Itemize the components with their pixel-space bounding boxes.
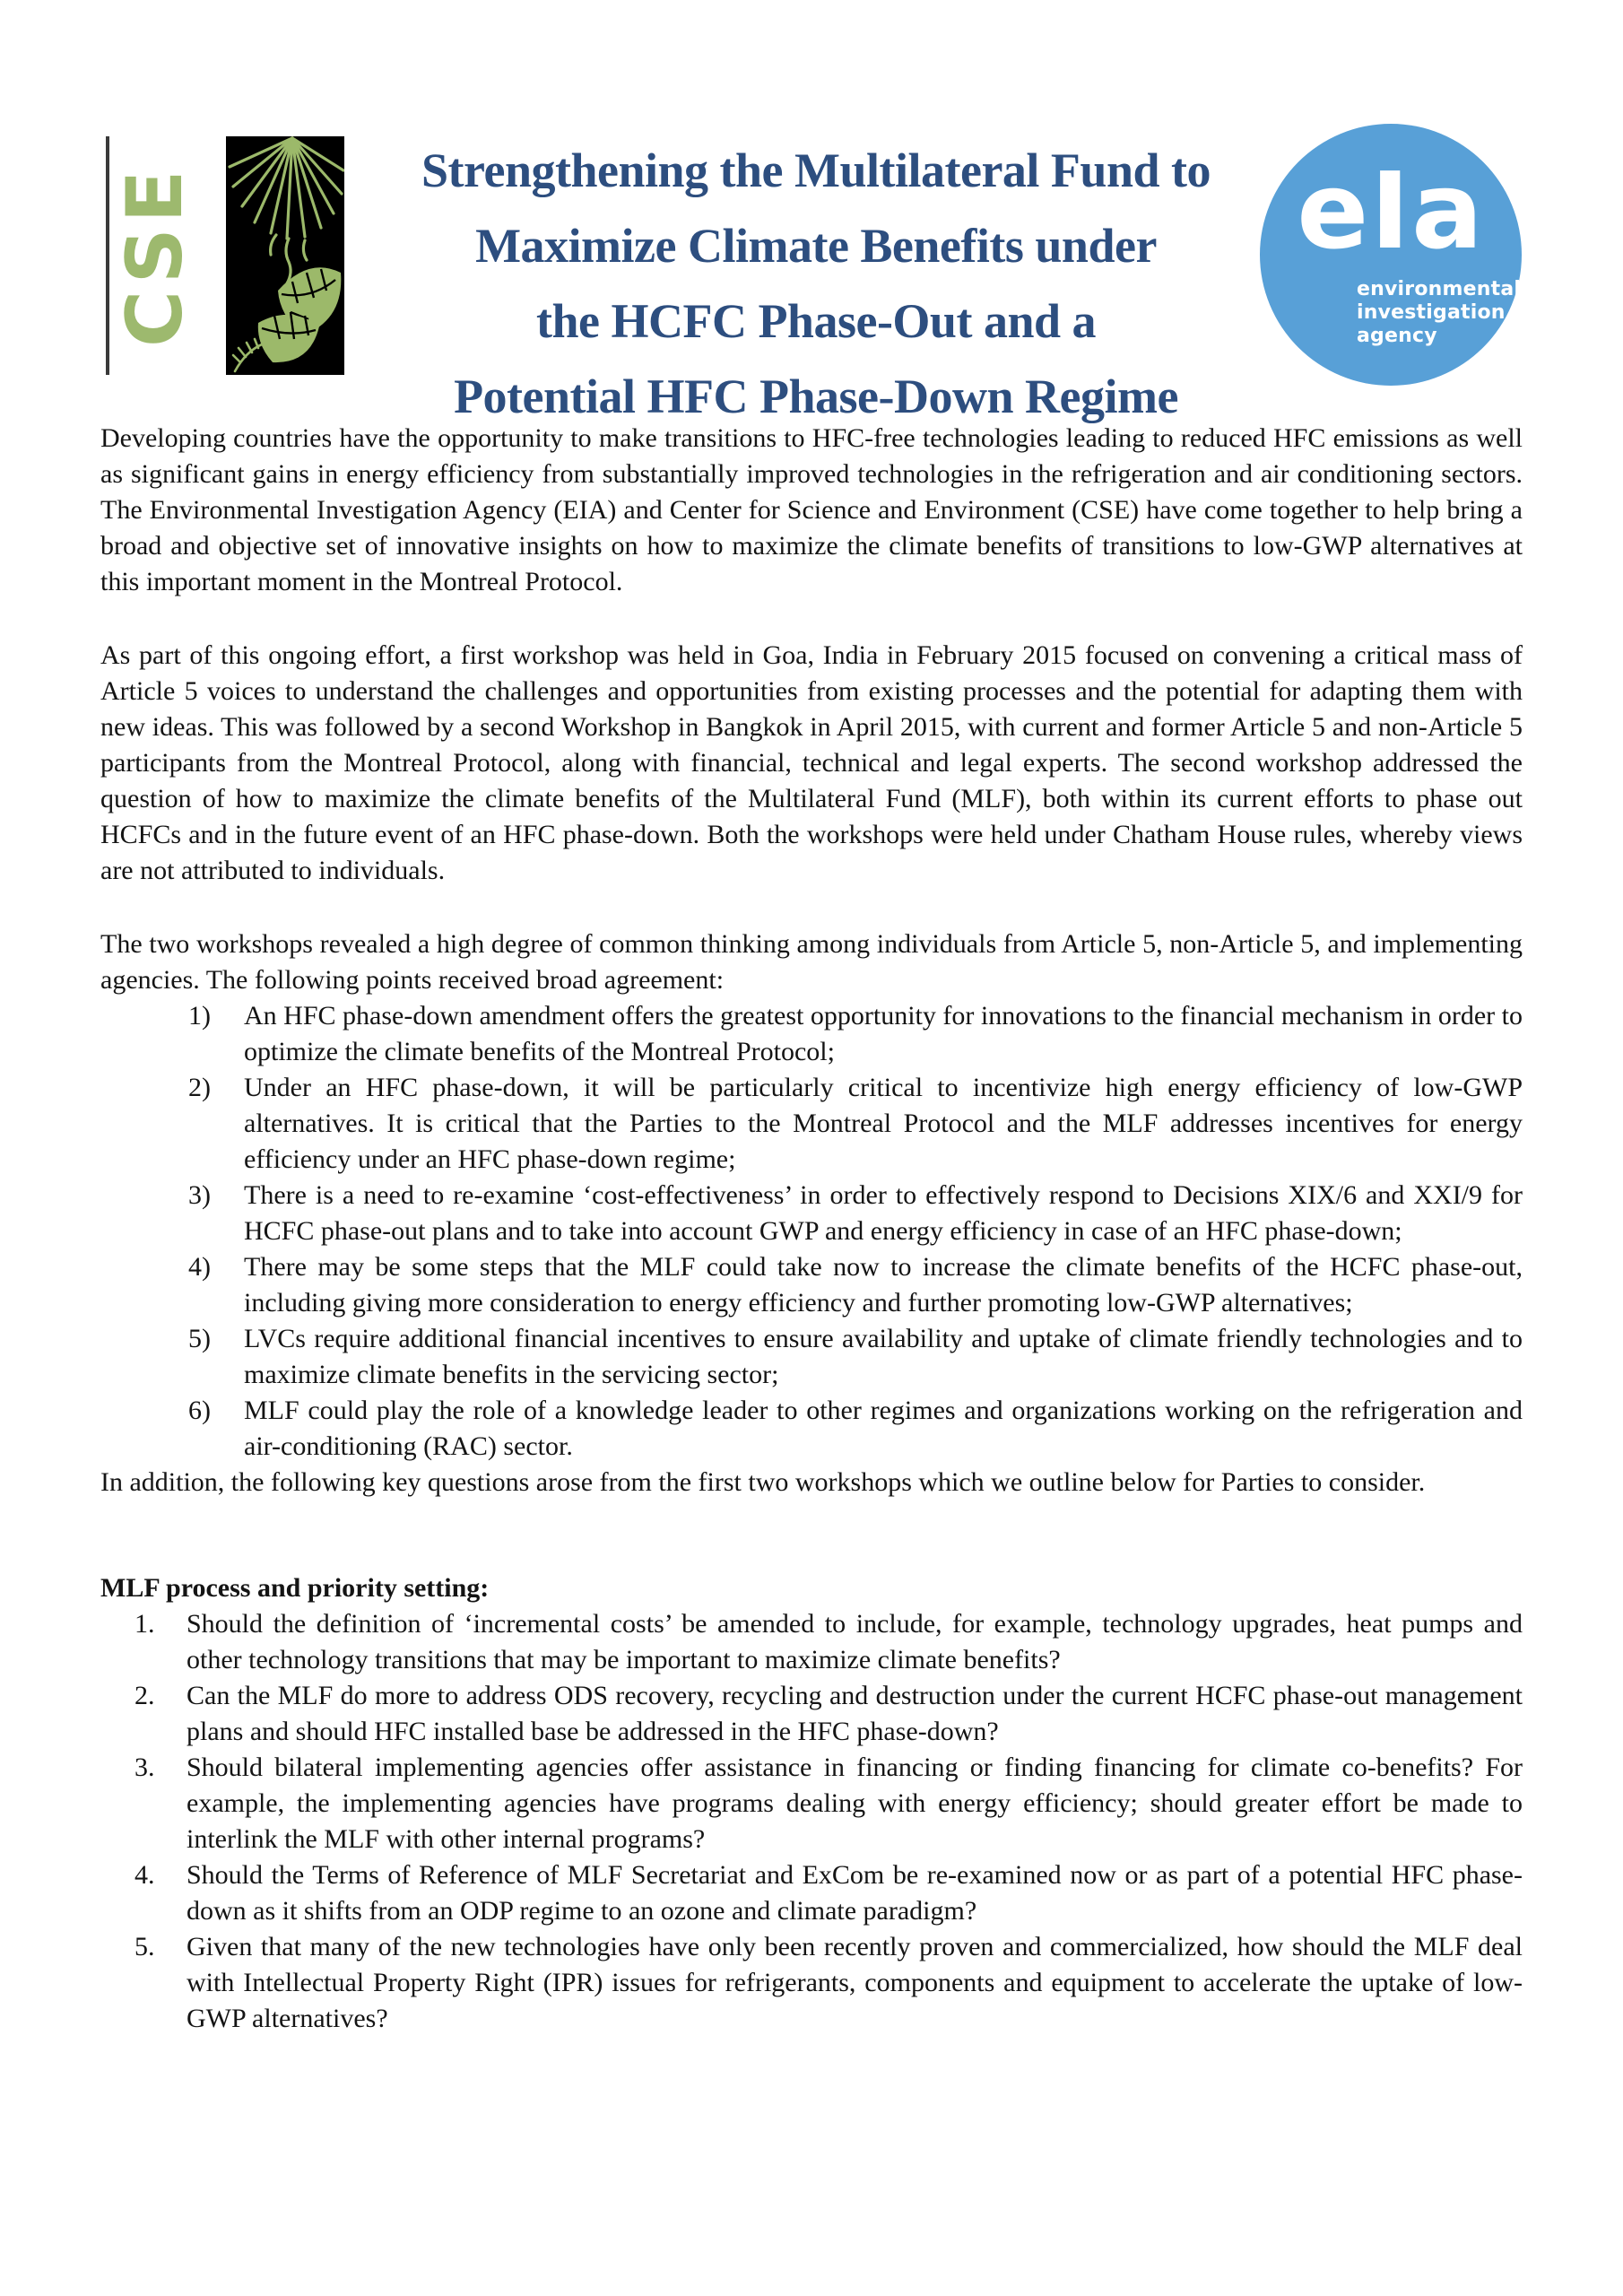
title-line-3: the HCFC Phase-Out and a [535, 294, 1097, 348]
paragraph-agreement-intro: The two workshops revealed a high degree of common thinking among individuals from Article 5, non-Article 5, and implementing agencies. The following points received broad agreement: [100, 929, 1523, 995]
list-item [135, 1857, 1523, 1929]
list-marker: 1) [188, 1001, 211, 1031]
section-heading-mlf: MLF process and priority setting: [100, 1573, 490, 1603]
list-marker: 5) [188, 1324, 211, 1353]
cse-logo-letters: CSE [110, 164, 200, 347]
cse-leaf-art [226, 136, 344, 375]
list-item-text: MLF could play the role of a knowledge leader to other regimes and organizations working on the refrigeration and air-conditioning (RAC) sector. [244, 1396, 1523, 1461]
list-item [135, 1606, 1523, 1678]
list-item-text: Given that many of the new technologies have only been recently proven and commercialized, how should the MLF deal with Intellectual Property Right (IPR) issues for refrigerants, components and equipment to accelerate the uptake of low-GWP alternatives? [187, 1932, 1523, 2033]
list-item [188, 1321, 1523, 1393]
list-item-text: There may be some steps that the MLF could take now to increase the climate benefits of the HCFC phase-out, including giving more consideration to energy efficiency and further promoting low-GWP alternatives; [244, 1252, 1523, 1318]
list-item-text: LVCs require additional financial incentives to ensure availability and uptake of climate friendly technologies and to maximize climate benefits in the servicing sector; [244, 1324, 1523, 1389]
title-line-2: Maximize Climate Benefits under [475, 219, 1157, 273]
list-marker: 4) [188, 1252, 211, 1282]
list-item [135, 1929, 1523, 2037]
list-item [188, 1393, 1523, 1465]
list-item [188, 1178, 1523, 1249]
list-item-text: An HFC phase-down amendment offers the greatest opportunity for innovations to the financial mechanism in order to optimize the climate benefits of the Montreal Protocol; [244, 1001, 1523, 1066]
list-item-text: Can the MLF do more to address ODS recovery, recycling and destruction under the current HCFC phase-out management plans and should HFC installed base be addressed in the HFC phase-down? [187, 1681, 1523, 1746]
cse-logo [106, 136, 368, 375]
agreement-list [100, 998, 1523, 1465]
eia-logo-letters: eIa [1297, 149, 1485, 273]
list-item [188, 998, 1523, 1070]
list-marker: 4. [135, 1860, 155, 1890]
paragraph-workshops: As part of this ongoing effort, a first workshop was held in Goa, India in February 2015 focused on convening a critical mass of Article 5 voices to understand the challenges and opportunities from existing processes and the potential for adapting them with new ideas. This was followed by a second Workshop in Bangkok in April 2015, with current and former Article 5 and non-Article 5 participants from the Montreal Protocol, along with financial, technical and legal experts. The second workshop addressed the question of how to maximize the climate benefits of the Multilateral Fund (MLF), both within its current efforts to phase out HCFCs and in the future event of an HFC phase-down. Both the workshops were held under Chatham House rules, whereby views are not attributed to individuals. [100, 640, 1523, 885]
eia-tagline-line-3: agency [1357, 325, 1437, 347]
document-title [386, 133, 1246, 434]
list-item-text: Under an HFC phase-down, it will be particularly critical to incentivize high energy efficiency of low-GWP alternatives. It is critical that the Parties to the Montreal Protocol and the MLF addresses incentives for energy efficiency under an HFC phase-down regime; [244, 1073, 1523, 1174]
list-marker: 5. [135, 1932, 155, 1961]
list-item-text: There is a need to re-examine ‘cost-effectiveness’ in order to effectively respond to Decisions XIX/6 and XXI/9 for HCFC phase-out plans and to take into account GWP and energy efficiency in case of an HFC phase-down; [244, 1180, 1523, 1246]
list-marker: 6) [188, 1396, 211, 1425]
title-line-1: Strengthening the Multilateral Fund to [421, 144, 1211, 197]
list-item [135, 1750, 1523, 1857]
document-body [0, 408, 1623, 2037]
document-header [0, 0, 1623, 423]
title-line-4: Potential HFC Phase-Down Regime [454, 370, 1178, 423]
mlf-question-list [100, 1606, 1523, 2037]
list-marker: 2. [135, 1681, 155, 1710]
list-marker: 2) [188, 1073, 211, 1102]
list-item-text: Should bilateral implementing agencies offer assistance in financing or finding financing for climate co-benefits? For example, the implementing agencies have programs dealing with energy efficiency; should greater effort be made to interlink the MLF with other internal programs? [187, 1752, 1523, 1854]
list-item [188, 1070, 1523, 1178]
list-marker: 1. [135, 1609, 155, 1639]
eia-tagline-line-1: environmental [1357, 278, 1522, 300]
eia-logo [1260, 124, 1522, 386]
list-marker: 3) [188, 1180, 211, 1210]
eia-logo-tagline [1357, 278, 1521, 348]
paragraph-overview: Developing countries have the opportunity to make transitions to HFC-free technologies leading to reduced HFC emissions as well as significant gains in energy efficiency from substantially improved technologies in the refrigeration and air conditioning sectors. The Environmental Investigation Agency (EIA) and Center for Science and Environment (CSE) have come together to help bring a broad and objective set of innovative insights on how to maximize the climate benefits of transitions to low-GWP alternatives at this important moment in the Montreal Protocol. [100, 423, 1523, 596]
leaf-illustration-icon [226, 136, 344, 375]
list-item-text: Should the Terms of Reference of MLF Secretariat and ExCom be re-examined now or as part of a potential HFC phase-down as it shifts from an ODP regime to an ozone and climate paradigm? [187, 1860, 1523, 1926]
list-item [188, 1249, 1523, 1321]
list-item-text: Should the definition of ‘incremental costs’ be amended to include, for example, technology upgrades, heat pumps and other technology transitions that may be important to maximize climate benefits? [187, 1609, 1523, 1674]
paragraph-addition-note: In addition, the following key questions arose from the first two workshops which we outline below for Parties to consider. [100, 1467, 1426, 1497]
list-item [135, 1678, 1523, 1750]
cse-logo-rule [106, 136, 109, 375]
list-marker: 3. [135, 1752, 155, 1782]
eia-tagline-line-2: investigation [1357, 301, 1506, 324]
